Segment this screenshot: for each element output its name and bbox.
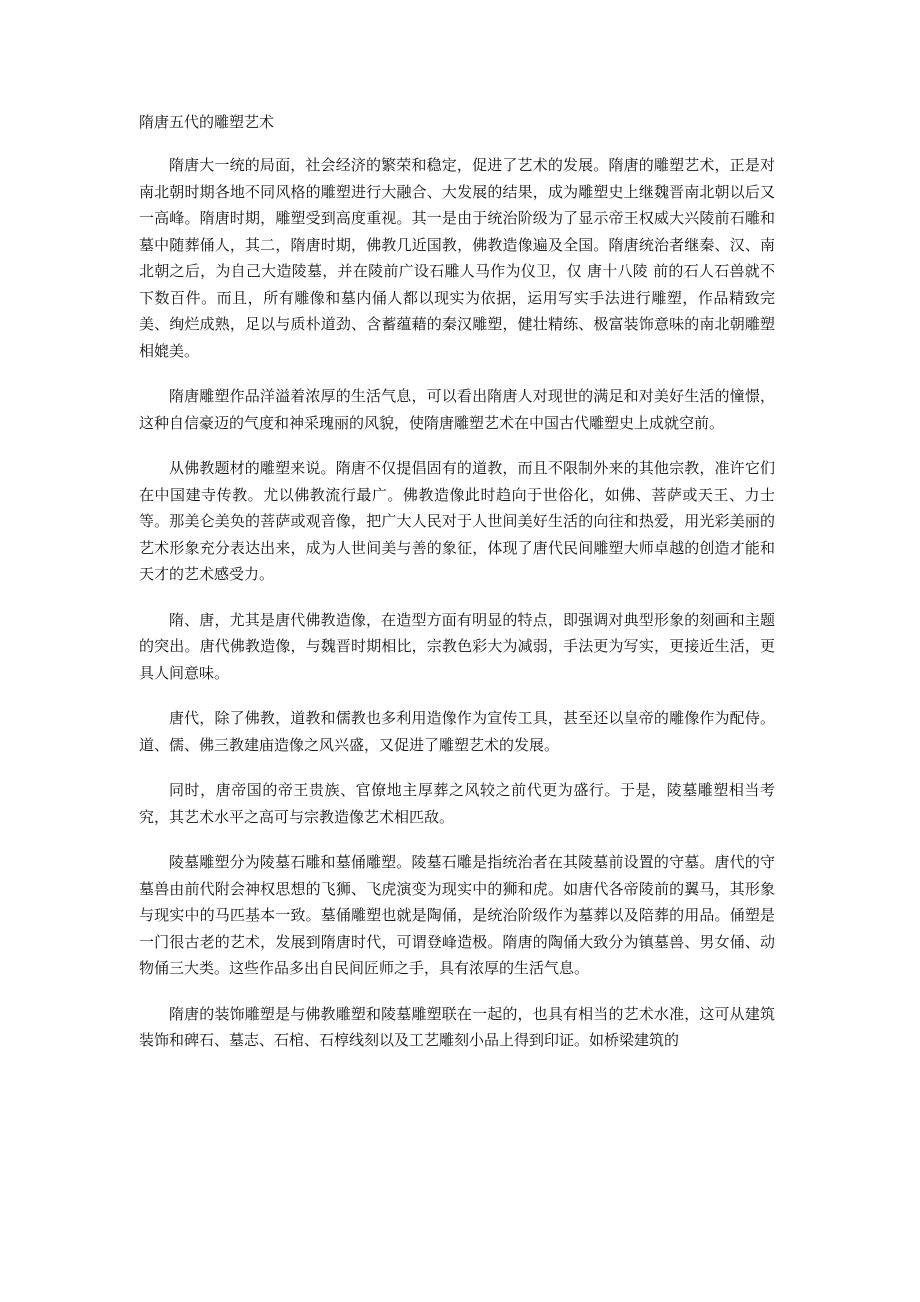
paragraph-2: 隋唐雕塑作品洋溢着浓厚的生活气息，可以看出隋唐人对现世的满足和对美好生活的憧憬，这种自信豪迈的气度和神采瑰丽的风貌，使隋唐雕塑艺术在中国古代雕塑史上成就空前。	[139, 387, 775, 432]
paragraph-1: 隋唐大一统的局面，社会经济的繁荣和稳定，促进了艺术的发展。隋唐的雕塑艺术，正是对南北朝时期各地不同风格的雕塑进行大融合、大发展的结果，成为雕塑史上继魏晋南北朝以后又一高峰。隋唐时期，雕塑受到高度重视。其一是由于统治阶级为了显示帝王权威大兴陵前石雕和墓中随葬俑人，其二，隋唐时期，佛教几近国教，佛教造像遍及全国。隋唐统治者继秦、汉、南北朝之后，为自己大造陵墓，并在陵前广设石雕人马作为仪卫，仅 唐十八陵 前的石人石兽就不下数百件。而且，所有雕像和墓内俑人都以现实为依据，运用写实手法进行雕塑，作品精致完美、绚烂成熟，足以与质朴道劲、含蓄蕴藉的秦汉雕塑，健壮精练、极富装饰意味的南北朝雕塑相媲美。	[139, 156, 775, 360]
document-title: 隋唐五代的雕塑艺术	[139, 113, 275, 131]
paragraph-8: 隋唐的装饰雕塑是与佛教雕塑和陵墓雕塑联在一起的，也具有相当的艺术水准，这可从建筑装饰和碑石、墓志、石棺、石椁线刻以及工艺雕刻小品上得到印证。如桥梁建筑的	[139, 1004, 775, 1049]
document-page	[139, 110, 775, 1073]
paragraph-4: 隋、唐，尤其是唐代佛教造像，在造型方面有明显的特点，即强调对典型形象的刻画和主题的突出。唐代佛教造像，与魏晋时期相比，宗教色彩大为减弱，手法更为写实，更接近生活，更具人间意味。	[139, 610, 775, 682]
paragraph-5: 唐代，除了佛教，道教和儒教也多利用造像作为宣传工具，甚至还以皇帝的雕像作为配侍。道、儒、佛三教建庙造像之风兴盛，又促进了雕塑艺术的发展。	[139, 709, 775, 754]
paragraph-7: 陵墓雕塑分为陵墓石雕和墓俑雕塑。陵墓石雕是指统治者在其陵墓前设置的守墓。唐代的守墓兽由前代附会神权思想的飞狮、飞虎演变为现实中的狮和虎。如唐代各帝陵前的翼马，其形象与现实中的马匹基本一致。墓俑雕塑也就是陶俑，是统治阶级作为墓葬以及陪葬的用品。俑塑是一门很古老的艺术，发展到隋唐时代，可谓登峰造极。隋唐的陶俑大致分为镇墓兽、男女俑、动物俑三大类。这些作品多出自民间匠师之手，具有浓厚的生活气息。	[139, 853, 775, 977]
paragraph-6: 同时，唐帝国的帝王贵族、官僚地主厚葬之风较之前代更为盛行。于是，陵墓雕塑相当考究，其艺术水平之高可与宗教造像艺术相匹敌。	[139, 781, 775, 826]
paragraph-3: 从佛教题材的雕塑来说。隋唐不仅提倡固有的道教，而且不限制外来的其他宗教，准许它们在中国建寺传教。尤以佛教流行最广。佛教造像此时趋向于世俗化，如佛、菩萨或天王、力士等。那美仑美奂的菩萨或观音像，把广大人民对于人世间美好生活的向往和热爱，用光彩美丽的艺术形象充分表达出来，成为人世间美与善的象征，体现了唐代民间雕塑大师卓越的创造才能和天才的艺术感受力。	[139, 459, 775, 583]
